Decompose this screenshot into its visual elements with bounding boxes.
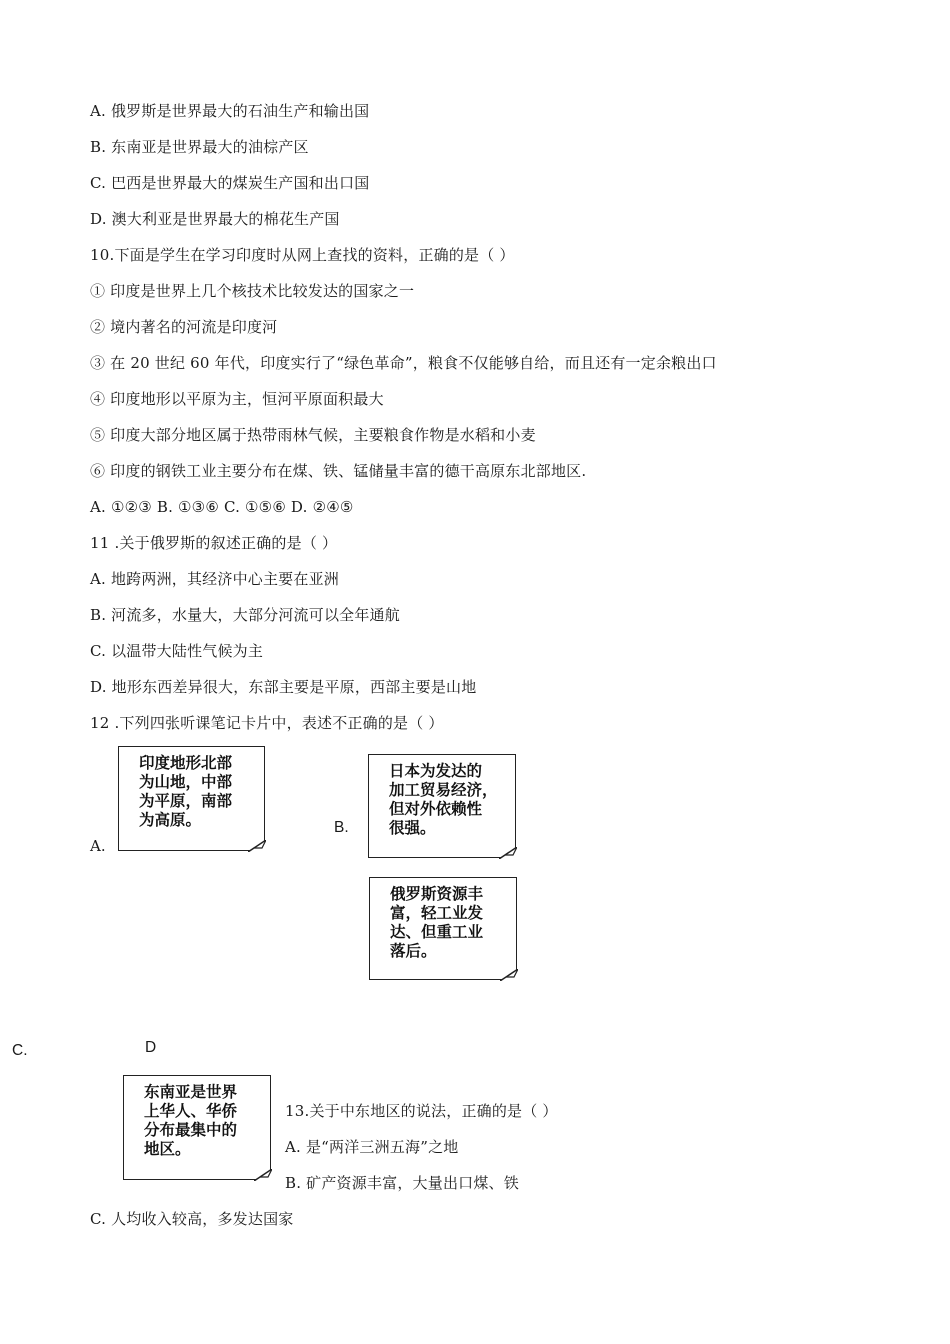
q10-question: 10.下面是学生在学习印度时从网上查找的资料，正确的是（ ） <box>90 246 515 264</box>
card-a-text: 印度地形北部 为山地，中部 为平原，南部 为高原。 <box>139 754 233 829</box>
card-c-text: 俄罗斯资源丰 富，轻工业发 达、但重工业 落后。 <box>390 885 484 960</box>
card-b-text: 日本为发达的 加工贸易经济， 但对外依赖性 很强。 <box>389 762 498 837</box>
q9-option-b: B. 东南亚是世界最大的油棕产区 <box>90 138 309 156</box>
card-d-text: 东南亚是世界 上华人、华侨 分布最集中的 地区。 <box>144 1083 238 1158</box>
page-curl-icon <box>499 847 517 859</box>
q9-option-a: A. 俄罗斯是世界最大的石油生产和输出国 <box>90 102 370 120</box>
q11-option-a: A. 地跨两洲，其经济中心主要在亚洲 <box>90 570 339 588</box>
q13-option-a: A. 是“两洋三洲五海”之地 <box>285 1138 459 1156</box>
note-card-d <box>123 1075 271 1180</box>
note-card-a <box>118 746 265 851</box>
q10-statement-1: ① 印度是世界上几个核技术比较发达的国家之一 <box>90 282 415 300</box>
q10-statement-2: ② 境内著名的河流是印度河 <box>90 318 278 336</box>
card-b-label: B. <box>334 819 349 836</box>
q10-statement-6: ⑥ 印度的钢铁工业主要分布在煤、铁、锰储量丰富的德干高原东北部地区. <box>90 462 587 480</box>
q11-option-d: D. 地形东西差异很大，东部主要是平原，西部主要是山地 <box>90 678 477 696</box>
q13-option-b: B. 矿产资源丰富，大量出口煤、铁 <box>285 1174 519 1192</box>
q9-option-c: C. 巴西是世界最大的煤炭生产国和出口国 <box>90 174 370 192</box>
note-card-b <box>368 754 516 858</box>
q13-option-c: C. 人均收入较高，多发达国家 <box>90 1210 294 1228</box>
page-curl-icon <box>248 840 266 852</box>
page-curl-icon <box>254 1169 272 1181</box>
q10-statement-5: ⑤ 印度大部分地区属于热带雨林气候，主要粮食作物是水稻和小麦 <box>90 426 536 444</box>
q12-question: 12 .下列四张听课笔记卡片中，表述不正确的是（ ） <box>90 714 444 732</box>
q11-option-b: B. 河流多，水量大，大部分河流可以全年通航 <box>90 606 400 624</box>
q13-question: 13.关于中东地区的说法，正确的是（ ） <box>285 1102 558 1120</box>
card-c-label: C. <box>12 1042 28 1059</box>
card-d-label: D <box>145 1039 157 1056</box>
card-a-label: A. <box>90 837 106 855</box>
q10-options: A. ①②③ B. ①③⑥ C. ①⑤⑥ D. ②④⑤ <box>90 498 354 516</box>
q11-option-c: C. 以温带大陆性气候为主 <box>90 642 264 660</box>
q10-statement-4: ④ 印度地形以平原为主，恒河平原面积最大 <box>90 390 384 408</box>
note-card-c <box>369 877 517 980</box>
q9-option-d: D. 澳大利亚是世界最大的棉花生产国 <box>90 210 340 228</box>
q11-question: 11 .关于俄罗斯的叙述正确的是（ ） <box>90 534 338 552</box>
q10-statement-3: ③ 在 20 世纪 60 年代，印度实行了“绿色革命”，粮食不仅能够自给，而且还有一定余粮出口 <box>90 354 717 372</box>
page-curl-icon <box>500 969 518 981</box>
